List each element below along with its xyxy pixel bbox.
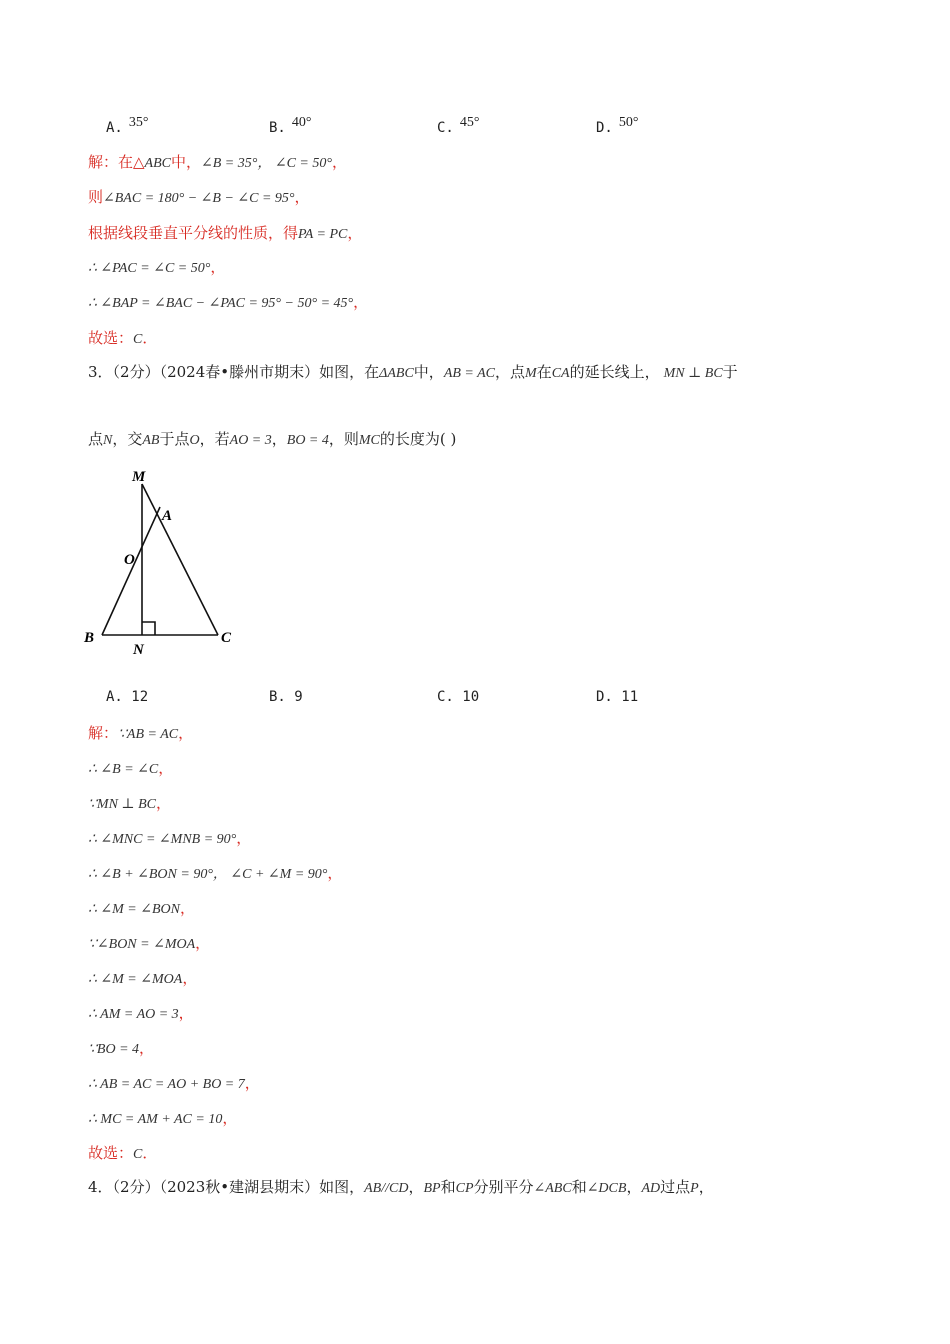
label-n: N bbox=[133, 642, 144, 658]
q2-option-b: B. 40° bbox=[269, 115, 312, 136]
segment-ca bbox=[142, 484, 218, 635]
q2-solution-answer: 故选：C． bbox=[88, 329, 158, 347]
q3-option-c: C. 10 bbox=[437, 689, 480, 705]
label-b: B bbox=[84, 630, 95, 646]
q3-solution-line-7: ∵∠BON = ∠MOA， bbox=[88, 934, 211, 952]
label-c: C bbox=[221, 630, 232, 646]
q3-solution-line-8: ∴ ∠M = ∠MOA， bbox=[88, 969, 198, 987]
q2-option-c: C. 45° bbox=[437, 115, 480, 136]
q3-solution-line-3: ∵MN ⊥ BC， bbox=[88, 794, 171, 812]
q2-option-d: D. 50° bbox=[596, 115, 639, 136]
label-m: M bbox=[132, 469, 146, 485]
right-angle-mark bbox=[142, 622, 155, 635]
q3-solution-line-12: ∴ MC = AM + AC = 10， bbox=[88, 1109, 238, 1127]
label-o: O bbox=[124, 552, 135, 568]
q3-triangle-figure bbox=[80, 462, 250, 662]
q3-question-line-2: 点N，交AB于点O，若AO = 3，BO = 4，则MC的长度为( ) bbox=[88, 430, 457, 448]
q2-solution-line-2: 则∠BAC = 180° − ∠B − ∠C = 95°， bbox=[88, 188, 310, 206]
q2-solution-line-5: ∴ ∠BAP = ∠BAC − ∠PAC = 95° − 50° = 45°， bbox=[88, 293, 369, 311]
q3-solution-line-2: ∴ ∠B = ∠C， bbox=[88, 759, 174, 777]
q3-solution-line-4: ∴ ∠MNC = ∠MNB = 90°， bbox=[88, 829, 252, 847]
q4-question-line-1: 4．（2分）（2023秋•建湖县期末）如图，AB//CD，BP和CP分别平分∠ABC和∠DCB，AD过点P， bbox=[88, 1178, 714, 1196]
q3-question-line-1: 3．（2分）（2024春•滕州市期末）如图，在ΔABC中，AB = AC，点M在CA的延长线上， MN ⊥ BC于 bbox=[88, 363, 738, 381]
segment-bc-ac bbox=[102, 507, 160, 635]
q3-option-b: B. 9 bbox=[269, 689, 303, 705]
q3-solution-line-11: ∴ AB = AC = AO + BO = 7， bbox=[88, 1074, 260, 1092]
q2-solution-line-4: ∴ ∠PAC = ∠C = 50°， bbox=[88, 258, 226, 276]
q3-solution-line-5: ∴ ∠B + ∠BON = 90°， ∠C + ∠M = 90°， bbox=[88, 864, 343, 882]
q3-solution-line-1: 解：∵AB = AC， bbox=[88, 724, 194, 742]
q2-option-a: A. 35° bbox=[106, 115, 149, 136]
label-a: A bbox=[162, 508, 173, 524]
q2-solution-line-3: 根据线段垂直平分线的性质，得PA = PC， bbox=[88, 224, 363, 242]
q3-option-a: A. 12 bbox=[106, 689, 149, 705]
q3-solution-answer: 故选：C． bbox=[88, 1144, 158, 1162]
q3-option-d: D. 11 bbox=[596, 689, 639, 705]
q3-solution-line-9: ∴ AM = AO = 3， bbox=[88, 1004, 194, 1022]
q2-solution-line-1: 解：在△ABC中，∠B = 35°， ∠C = 50°， bbox=[88, 153, 347, 171]
q3-solution-line-6: ∴ ∠M = ∠BON， bbox=[88, 899, 195, 917]
q3-solution-line-10: ∵BO = 4， bbox=[88, 1039, 155, 1057]
